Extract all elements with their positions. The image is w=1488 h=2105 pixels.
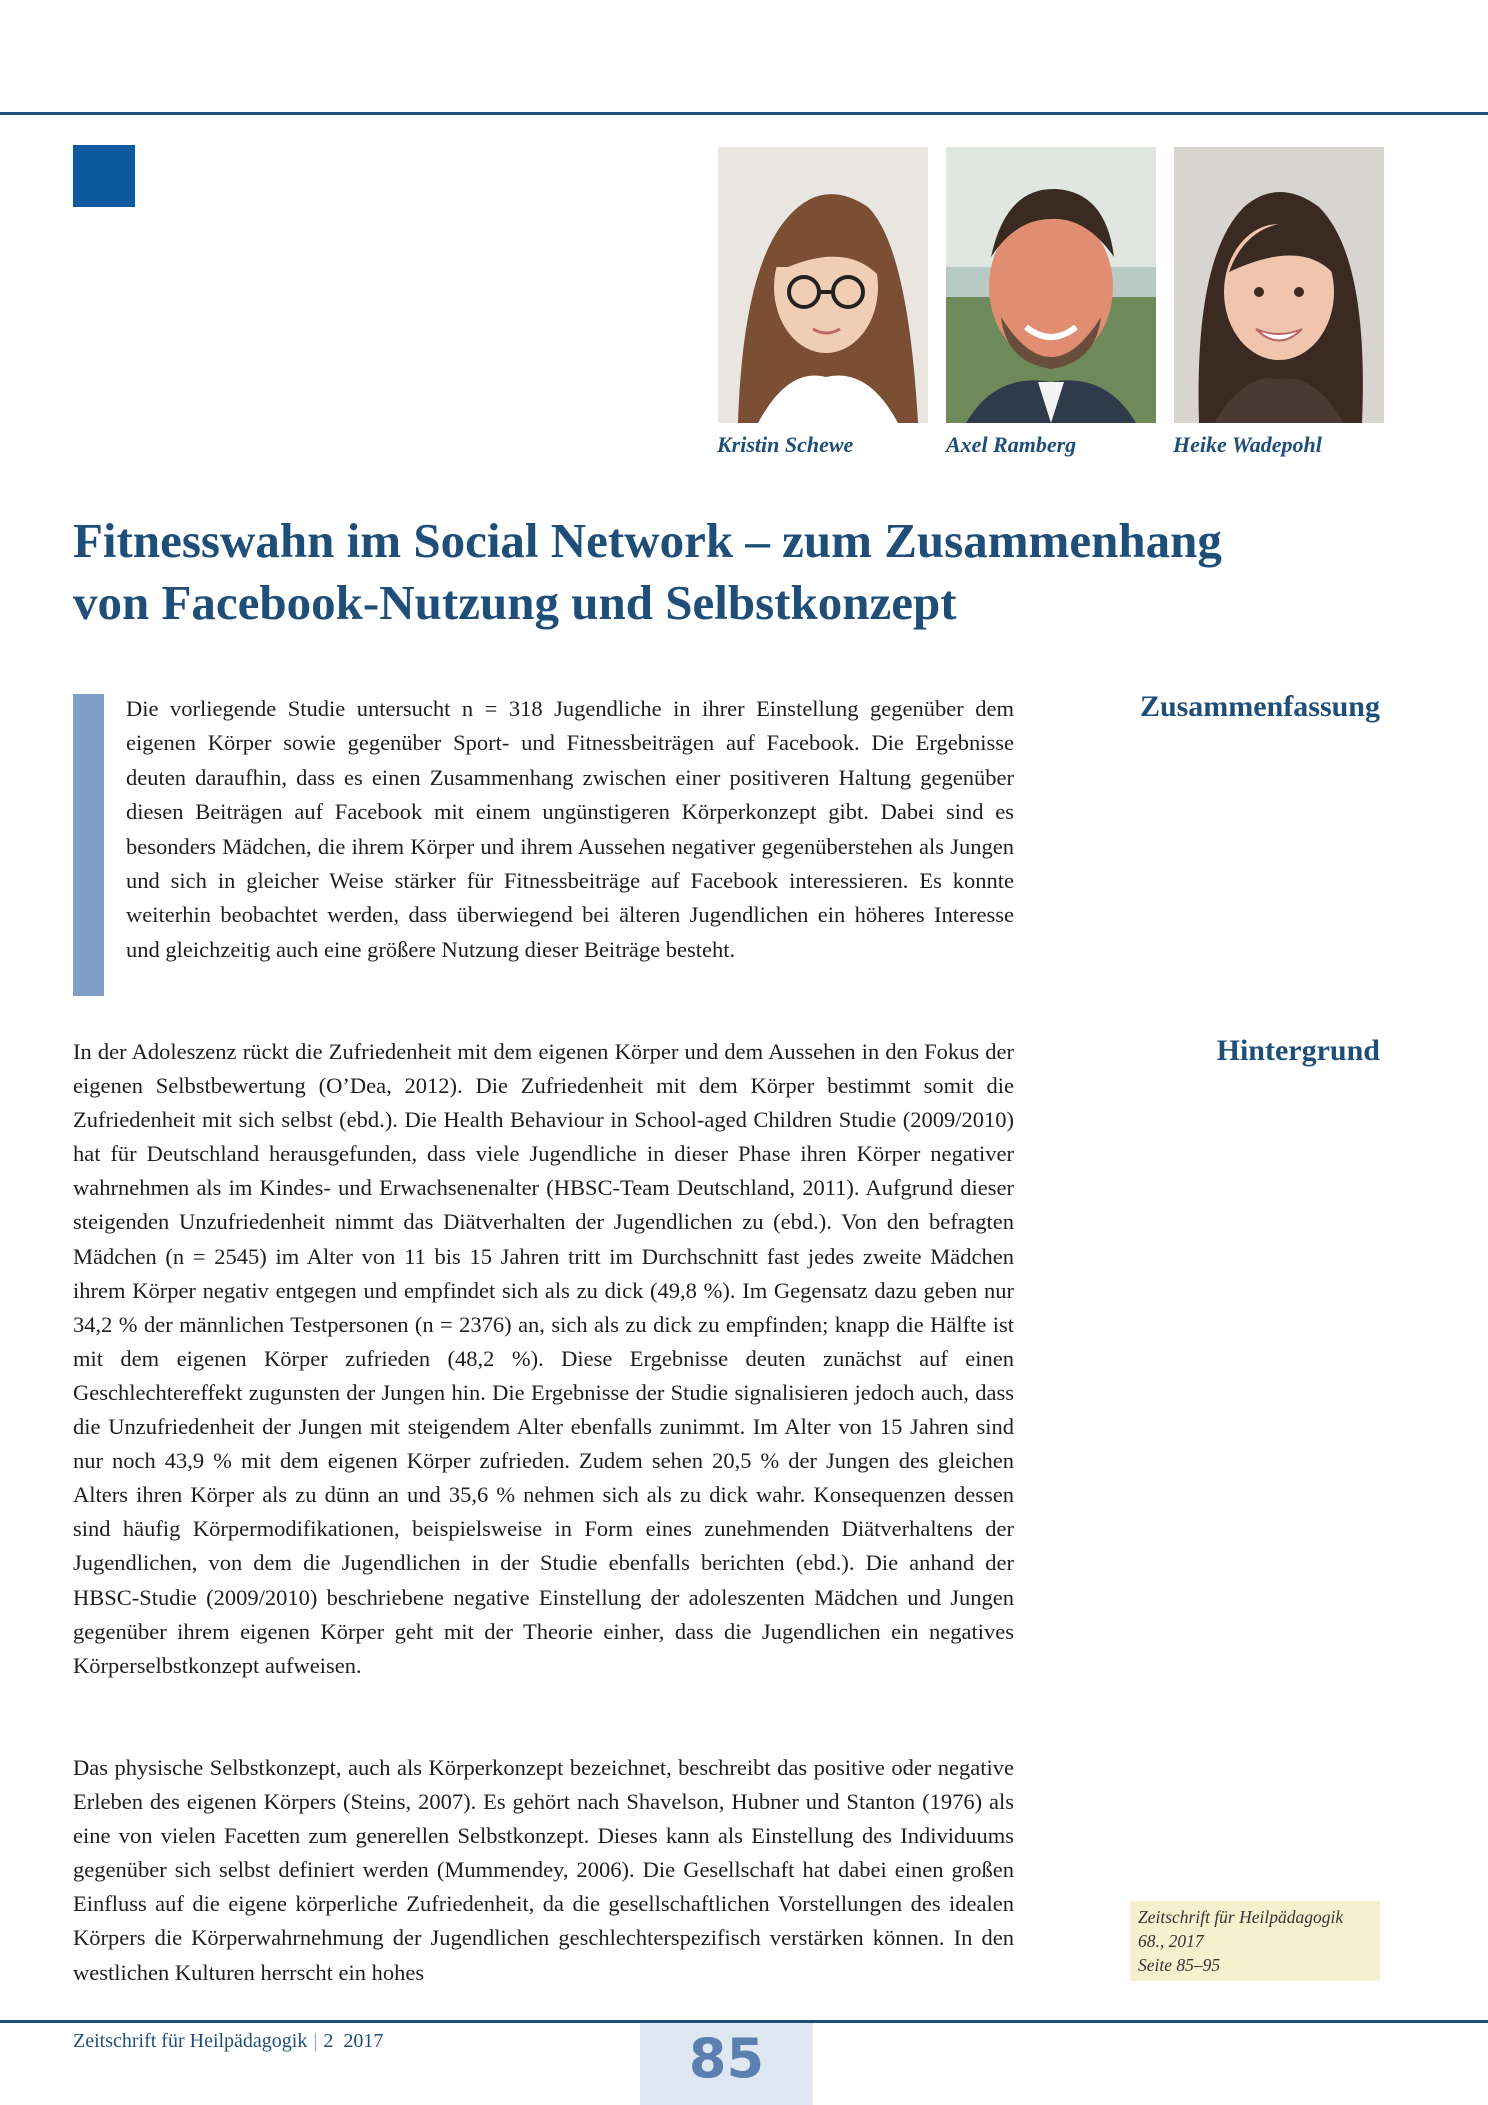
footer-year: 2017 bbox=[343, 2030, 384, 2052]
background-heading: Hintergrund bbox=[1216, 1034, 1380, 1067]
author-photo-2 bbox=[946, 147, 1156, 423]
abstract-text: Die vorliegende Studie untersucht n = 318 Jugendliche in ihrer Einstellung gegenüber dem eigenen Körper sowie gegenüber Sport- und Fitnessbeiträgen auf Facebook. Die Ergebnisse deuten daraufhin, dass es einen Zusammenhang zwischen einer positiveren Haltung gegenüber diesen Beiträgen auf Facebook mit einem ungünstigeren Körperkonzept gibt. Dabei sind es besonders Mädchen, die ihrem Körper und ihrem Aussehen negativer gegenüberstehen als Jungen und sich in gleicher Weise stärker für Fitnessbeiträge auf Facebook interessieren. Es konnte weiterhin beobachtet werden, dass überwiegend bei älteren Jugendlichen ein höheres Interesse und gleichzeitig auch eine größere Nutzung dieser Beiträge besteht. bbox=[126, 696, 1014, 962]
footer-issue: 2 bbox=[323, 2030, 334, 2052]
summary-heading: Zusammenfassung bbox=[1139, 690, 1380, 723]
author-photo-1 bbox=[718, 147, 928, 423]
author-photo-3 bbox=[1174, 147, 1384, 423]
citation-pages: Seite 85–95 bbox=[1138, 1955, 1221, 1975]
abstract-bar bbox=[73, 694, 104, 996]
title-line-2: von Facebook-Nutzung und Selbstkonzept bbox=[73, 575, 957, 630]
body-paragraph-1: In der Adoleszenz rückt die Zufriedenheit mit dem eigenen Körper und dem Aussehen in den Fokus der eigenen Selbstbewertung (O’Dea, 2012). Die Zufriedenheit mit dem Körper bestimmt somit die Zufriedenheit mit sich selbst (ebd.). Die Health Behaviour in School-aged Children Studie (2009/2010) hat für Deutschland herausgefunden, dass viele Jugendliche in dieser Phase ihren Körper negativer wahrnehmen als im Kindes- und Erwachsenenalter (HBSC-Team Deutschland, 2011). Aufgrund dieser steigenden Unzufriedenheit nimmt das Diätverhalten der Jugendlichen zu (ebd.). Von den befragten Mädchen (n = 2545) im Alter von 11 bis 15 Jahren tritt im Durchschnitt fast jedes zweite Mädchen ihrem Körper negativ entgegen und empfindet sich als zu dick (49,8 %). Im Gegensatz dazu geben nur 34,2 % der männlichen Testpersonen (n = 2376) an, sich als zu dick zu empfinden; knapp die Hälfte ist mit dem eigenen Körper zufrieden (48,2 %). Diese Ergebnisse deuten zunächst auf einen Geschlechtereffekt zugunsten der Jungen hin. Die Ergebnisse der Studie signalisieren jedoch auch, dass die Unzufriedenheit der Jungen mit steigendem Alter ebenfalls zunimmt. Im Alter von 15 Jahren sind nur noch 43,9 % mit dem eigenen Körper zufrieden. Zudem sehen 20,5 % der Jungen des gleichen Alters ihren Körper als zu dünn an und 35,6 % nehmen sich als zu dick wahr. Konsequenzen dessen sind häufig Körpermodifikationen, beispielsweise in Form eines zunehmenden Diätverhaltens der Jugendlichen, von dem die Jugendlichen in der Studie ebenfalls berichten (ebd.). Die anhand der HBSC-Studie (2009/2010) beschriebene negative Einstellung der adoleszenten Mädchen und Jungen gegenüber ihrem eigenen Körper geht mit der Theorie einher, dass die Jugendlichen ein negatives Körperselbstkonzept aufweisen. bbox=[73, 1039, 1014, 1678]
author-name-1: Kristin Schewe bbox=[717, 432, 854, 457]
page-number: 85 bbox=[688, 2027, 765, 2090]
header-rule bbox=[0, 112, 1488, 115]
author-name-3: Heike Wadepohl bbox=[1173, 432, 1322, 457]
citation-journal: Zeitschrift für Heilpädagogik bbox=[1138, 1907, 1344, 1927]
citation-box bbox=[1130, 1901, 1380, 1981]
article-title bbox=[73, 510, 1373, 634]
title-line-1: Fitnesswahn im Social Network – zum Zusammenhang bbox=[73, 513, 1222, 568]
body-paragraph-2: Das physische Selbstkonzept, auch als Körperkonzept bezeichnet, beschreibt das positive oder negative Erleben des eigenen Körpers (Steins, 2007). Es gehört nach Shavelson, Hubner und Stanton (1976) als eine von vielen Facetten zum generellen Selbstkonzept. Dieses kann als Einstellung des Individuums gegenüber sich selbst definiert werden (Mummendey, 2006). Die Gesellschaft hat dabei einen großen Einfluss auf die eigene körperliche Zufriedenheit, da die gesellschaftlichen Vorstellungen des idealen Körpers die Körperwahrnehmung der Jugendlichen geschlechterspezifisch verstärken können. In den westlichen Kulturen herrscht ein hohes bbox=[73, 1755, 1014, 1985]
footer-separator: | bbox=[313, 2030, 318, 2052]
footer-journal-name: Zeitschrift für Heilpädagogik bbox=[73, 2030, 308, 2052]
citation-volume: 68., 2017 bbox=[1138, 1931, 1204, 1951]
author-name-2: Axel Ramberg bbox=[946, 432, 1077, 457]
footer-journal bbox=[73, 2030, 383, 2053]
section-marker bbox=[73, 145, 135, 207]
page-number-box bbox=[640, 2023, 813, 2105]
